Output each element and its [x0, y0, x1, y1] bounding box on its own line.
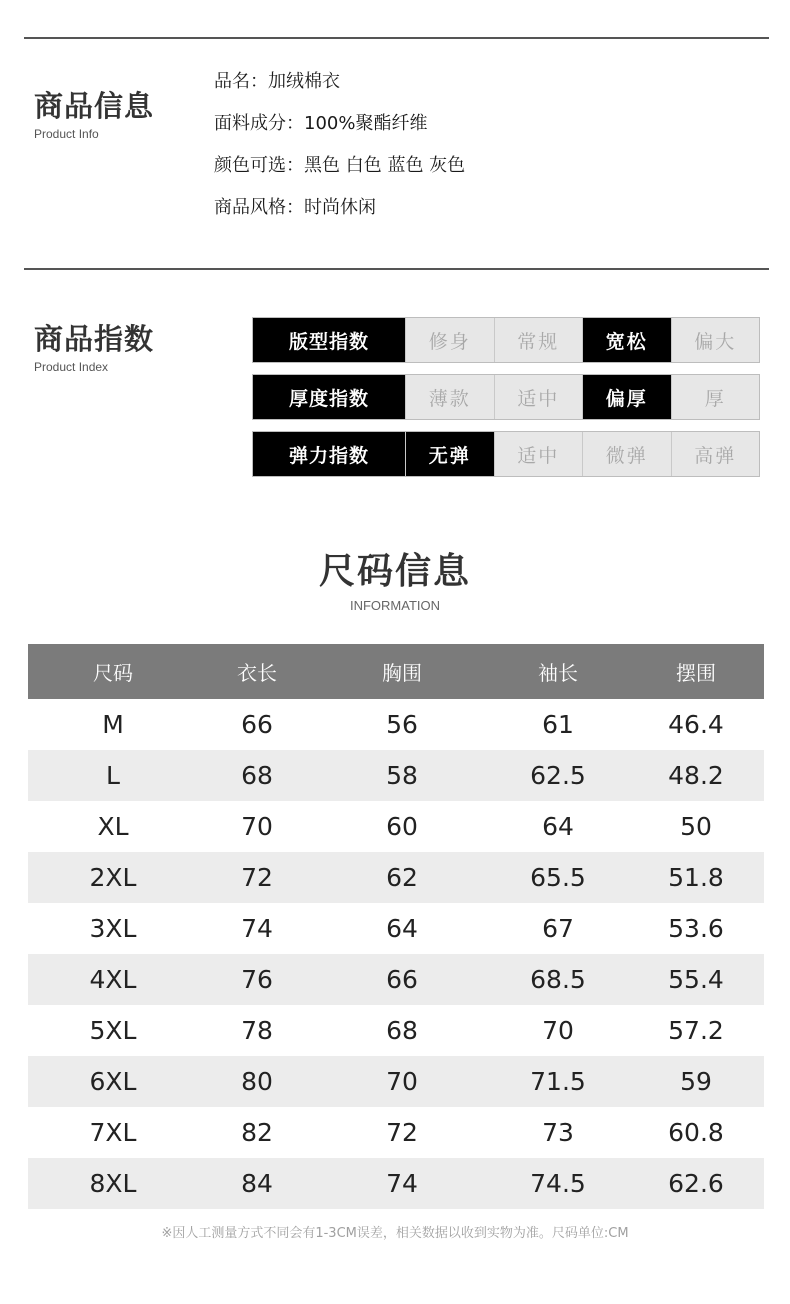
sleeve-cell: 67	[542, 914, 574, 943]
table-row	[28, 1056, 764, 1107]
hem-cell: 48.2	[628, 750, 764, 801]
index-option-selected: 无弹	[405, 432, 494, 476]
length-cell: 70	[241, 812, 273, 841]
header-sleeve: 袖长	[488, 644, 628, 699]
size-info-subtitle: INFORMATION	[349, 598, 441, 613]
hem-cell: 50	[680, 812, 712, 841]
index-row-label: 厚度指数	[253, 375, 405, 419]
hem-cell: 51.8	[628, 852, 764, 903]
chest-cell: 70	[316, 1056, 488, 1107]
index-option: 常规	[494, 318, 583, 362]
index-row-label: 弹力指数	[253, 432, 405, 476]
middle-divider	[24, 268, 769, 270]
length-cell: 72	[198, 852, 316, 903]
chest-cell: 62	[316, 852, 488, 903]
sleeve-cell: 68.5	[488, 954, 628, 1005]
table-row	[28, 1158, 764, 1209]
product-index-subtitle: Product Index	[34, 360, 109, 374]
sleeve-cell: 62.5	[488, 750, 628, 801]
chest-cell: 56	[386, 710, 418, 739]
size-cell: 3XL	[89, 914, 137, 943]
product-info-subtitle: Product Info	[34, 127, 99, 141]
length-cell: 74	[241, 914, 273, 943]
table-row	[28, 750, 764, 801]
info-row-name: 品名：加绒棉衣	[214, 71, 340, 92]
size-cell: 8XL	[28, 1158, 198, 1209]
table-row	[28, 903, 764, 954]
hem-cell: 55.4	[628, 954, 764, 1005]
length-cell: 76	[198, 954, 316, 1005]
chest-cell: 66	[316, 954, 488, 1005]
index-option: 修身	[405, 318, 494, 362]
product-index-grid	[252, 317, 760, 488]
header-length: 衣长	[198, 644, 316, 699]
hem-cell: 62.6	[628, 1158, 764, 1209]
length-cell: 80	[198, 1056, 316, 1107]
index-row	[252, 374, 760, 420]
size-table-header	[28, 644, 764, 699]
index-option-selected: 偏厚	[582, 375, 671, 419]
sleeve-cell: 70	[542, 1016, 574, 1045]
index-option-selected: 宽松	[582, 318, 671, 362]
hem-cell: 53.6	[668, 914, 724, 943]
top-divider	[24, 37, 769, 39]
index-option: 微弹	[582, 432, 671, 476]
size-cell: M	[102, 710, 124, 739]
index-row	[252, 317, 760, 363]
index-option: 偏大	[671, 318, 760, 362]
chest-cell: 72	[386, 1118, 418, 1147]
length-cell: 66	[241, 710, 273, 739]
size-cell: L	[28, 750, 198, 801]
info-row-colors: 颜色可选：黑色 白色 蓝色 灰色	[214, 155, 466, 176]
sleeve-cell: 61	[542, 710, 574, 739]
table-row	[28, 801, 764, 852]
chest-cell: 68	[386, 1016, 418, 1045]
hem-cell: 59	[628, 1056, 764, 1107]
length-cell: 68	[198, 750, 316, 801]
index-row	[252, 431, 760, 477]
sleeve-cell: 73	[542, 1118, 574, 1147]
size-cell: XL	[97, 812, 129, 841]
header-hem: 摆围	[628, 644, 764, 699]
sleeve-cell: 64	[542, 812, 574, 841]
index-option: 适中	[494, 375, 583, 419]
index-option: 高弹	[671, 432, 760, 476]
product-index-title: 商品指数	[34, 322, 155, 356]
size-cell: 7XL	[89, 1118, 137, 1147]
chest-cell: 74	[316, 1158, 488, 1209]
size-cell: 2XL	[28, 852, 198, 903]
index-row-label: 版型指数	[253, 318, 405, 362]
index-option: 适中	[494, 432, 583, 476]
length-cell: 84	[198, 1158, 316, 1209]
length-cell: 78	[241, 1016, 273, 1045]
sleeve-cell: 65.5	[488, 852, 628, 903]
product-info-list	[214, 70, 465, 238]
hem-cell: 60.8	[668, 1118, 724, 1147]
info-row-style: 商品风格：时尚休闲	[214, 197, 376, 218]
size-table	[28, 644, 764, 1209]
sleeve-cell: 71.5	[488, 1056, 628, 1107]
table-row	[28, 1005, 764, 1056]
chest-cell: 58	[316, 750, 488, 801]
size-cell: 5XL	[89, 1016, 137, 1045]
header-size: 尺码	[28, 644, 198, 699]
measurement-note: ※因人工测量方式不同会有1-3CM误差，相关数据以收到实物为准。尺码单位:CM	[161, 1226, 629, 1241]
sleeve-cell: 74.5	[488, 1158, 628, 1209]
index-option: 薄款	[405, 375, 494, 419]
header-chest: 胸围	[316, 644, 488, 699]
size-cell: 4XL	[28, 954, 198, 1005]
length-cell: 82	[241, 1118, 273, 1147]
table-row	[28, 699, 764, 750]
size-info-title: 尺码信息	[318, 551, 471, 592]
table-row	[28, 1107, 764, 1158]
size-cell: 6XL	[28, 1056, 198, 1107]
info-row-fabric: 面料成分：100%聚酯纤维	[214, 113, 428, 134]
hem-cell: 57.2	[668, 1016, 724, 1045]
index-option: 厚	[671, 375, 760, 419]
chest-cell: 60	[386, 812, 418, 841]
product-info-title: 商品信息	[34, 89, 155, 123]
table-row	[28, 954, 764, 1005]
chest-cell: 64	[386, 914, 418, 943]
table-row	[28, 852, 764, 903]
hem-cell: 46.4	[668, 710, 724, 739]
